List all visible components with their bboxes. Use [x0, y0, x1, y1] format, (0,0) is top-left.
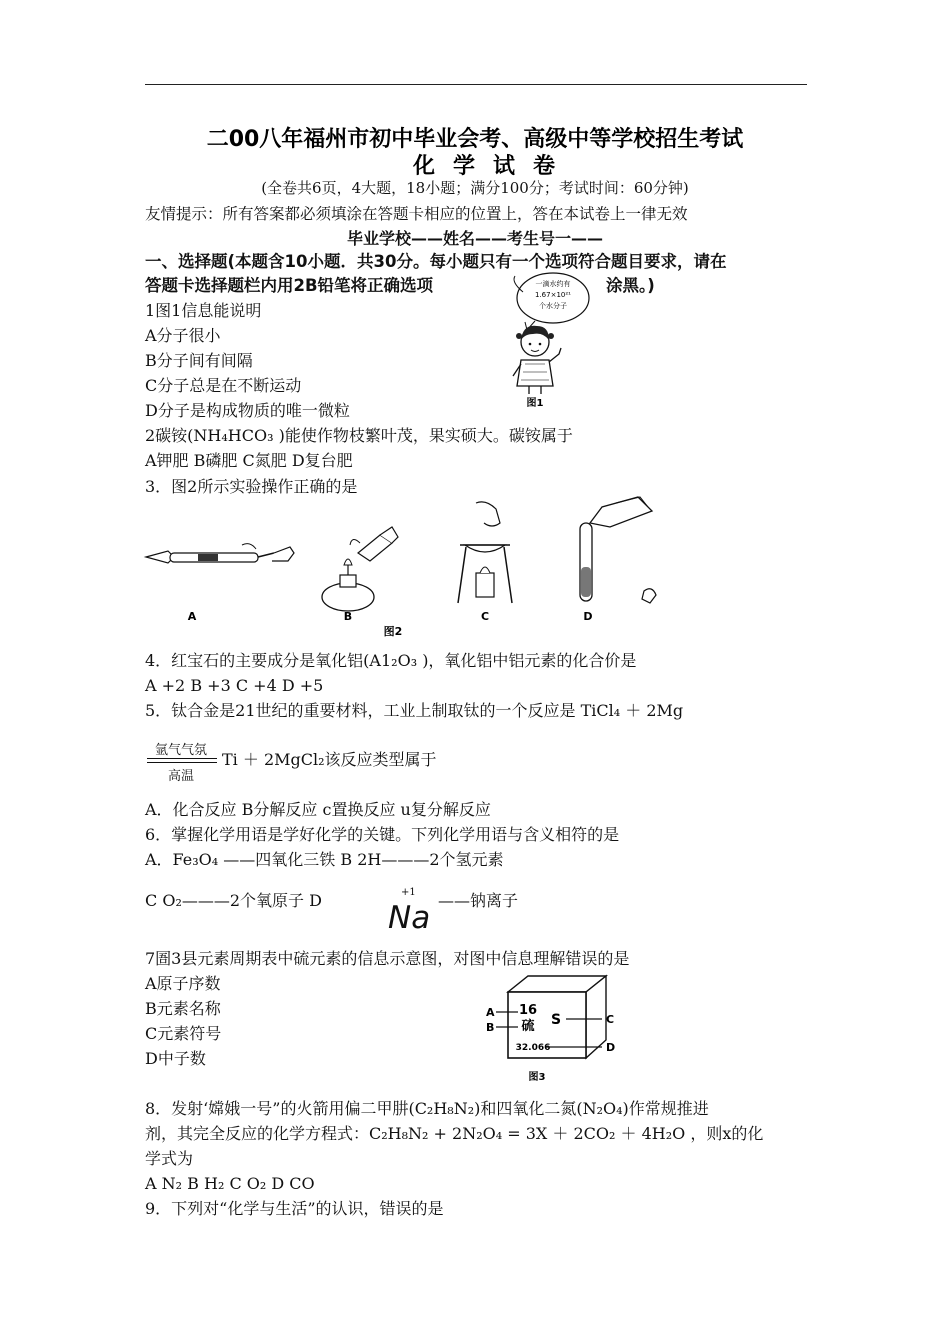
exam-info: (全卷共6页，4大题，18小题；满分100分；考试时间：60分钟): [261, 179, 689, 197]
q6-option-ab: A．Fe₃O₄ ——四氧化三铁 B 2H———2个氢元素: [145, 850, 504, 869]
operation-d-drawing: [580, 497, 656, 623]
q5-stem: 5．钛合金是21世纪的重要材料，工业上制取钛的一个反应是 TiCl₄ ＋ 2Mg: [145, 701, 684, 720]
q7-option-b: B元素名称: [145, 999, 221, 1018]
bubble-line-1: 一滴水约有: [535, 280, 571, 288]
q1-stem: 1图1信息能说明: [145, 301, 262, 320]
school-line: 毕业学校——姓名——考生号一——: [346, 229, 603, 248]
section1-heading-cont: 答题卡选择题栏内用2B铅笔将正确选项: [145, 276, 434, 295]
q6-option-d-meaning: ——钠离子: [438, 891, 519, 910]
q8-line3: 学式为: [145, 1149, 194, 1168]
figure-3-sulfur-cell: [478, 968, 638, 1084]
fig3-label-c: C: [606, 1013, 615, 1026]
q8-line1: 8．发射‘嫦娥一号”的火箭用偏二甲肼(C₂H₈N₂)和四氧化二氮(N₂O₄)作常规推进: [145, 1099, 709, 1118]
q2-stem: 2碳铵(NH₄HCO₃ )能使作物枝繁叶茂，果实硕大。碳铵属于: [145, 426, 573, 445]
section1-heading: 一、选择题(本题含10小题．共30分。每小题只有一个选项符合题目要求，请在: [145, 252, 727, 271]
q7-stem: 7圄3县元素周期表中硫元素的信息示意图，对图中信息理解错误的是: [145, 949, 630, 968]
q6-option-cd: C O₂———2个氧原子 D: [145, 891, 322, 910]
q8-line2: 剂，其完全反应的化学方程式：C₂H₈N₂ + 2N₂O₄ = 3X ＋ 2CO₂ ＋ 4H₂O ，则x的化: [145, 1124, 764, 1143]
q1-option-d: D分子是构成物质的唯一微粒: [145, 401, 350, 420]
fig3-label-a: A: [486, 1006, 495, 1019]
q7-option-c: C元素符号: [145, 1024, 222, 1043]
label-c: C: [480, 610, 490, 623]
figure-3-caption: 图3: [528, 1072, 546, 1083]
q5-continuation: Ti ＋ 2MgCl₂该反应类型属于: [222, 750, 437, 769]
figure-1-girl: [505, 268, 600, 410]
cell-atomic-number: 16: [518, 1003, 538, 1018]
q5-condition-bottom: 高温: [168, 769, 195, 784]
q2-options: A钾肥 B磷肥 C氮肥 D复台肥: [145, 451, 353, 470]
figure-1-caption: 图1: [526, 398, 544, 409]
q4-stem: 4．红宝石的主要成分是氧化铝(A1₂O₃ )，氧化铝中铝元素的化合价是: [145, 651, 637, 670]
label-d: D: [583, 610, 593, 623]
label-a: A: [187, 610, 197, 623]
cell-atomic-mass: 32.066: [515, 1043, 551, 1053]
fig3-label-b: B: [486, 1021, 495, 1034]
q9-stem: 9．下列对“化学与生活”的认识，错误的是: [145, 1199, 444, 1218]
q7-option-d: D中子数: [145, 1049, 206, 1068]
q5-reaction-arrow: [147, 758, 217, 763]
exam-title: 二00八年福州市初中毕业会考、高级中等学校招生考试: [206, 127, 744, 152]
q1-option-b: B分子间有间隔: [145, 351, 253, 370]
q1-option-a: A分子很小: [145, 326, 221, 345]
figure-2-caption: 图2: [383, 625, 403, 638]
top-rule: [145, 84, 807, 85]
cell-element-name: 硫: [521, 1019, 535, 1034]
operation-a-drawing: [146, 544, 294, 623]
exam-subtitle: 化学试卷: [412, 154, 573, 179]
fig3-label-d: D: [606, 1041, 616, 1054]
exam-hint: 友情提示：所有答案都必须填涂在答题卡相应的位置上，答在本试卷上一律无效: [145, 205, 688, 223]
q5-options: A．化合反应 B分解反应 c置换反应 u复分解反应: [145, 800, 491, 819]
q8-options: A N₂ B H₂ C O₂ D CO: [145, 1174, 315, 1193]
section1-heading-tail: 涂黑。): [606, 276, 655, 295]
na-charge: +1: [401, 887, 416, 898]
bubble-line-2: 1.67×10²¹: [535, 291, 571, 299]
operation-b-drawing: [322, 527, 398, 623]
figure-2-lab-operations: [140, 495, 670, 640]
label-b: B: [343, 610, 353, 623]
operation-c-drawing: [458, 502, 512, 623]
bubble-line-3: 个水分子: [539, 302, 567, 310]
q1-option-c: C分子总是在不断运动: [145, 376, 302, 395]
q7-option-a: A原子序数: [145, 974, 221, 993]
q6-stem: 6．掌握化学用语是学好化学的关键。下列化学用语与含义相符的是: [145, 825, 620, 844]
na-symbol: Na: [388, 900, 431, 936]
q4-options: A +2 B +3 C +4 D +5: [145, 676, 324, 695]
cell-element-symbol: S: [550, 1012, 562, 1028]
q3-stem: 3．图2所示实验操作正确的是: [145, 477, 358, 496]
q5-condition-top: 氩气气氛: [155, 743, 208, 758]
